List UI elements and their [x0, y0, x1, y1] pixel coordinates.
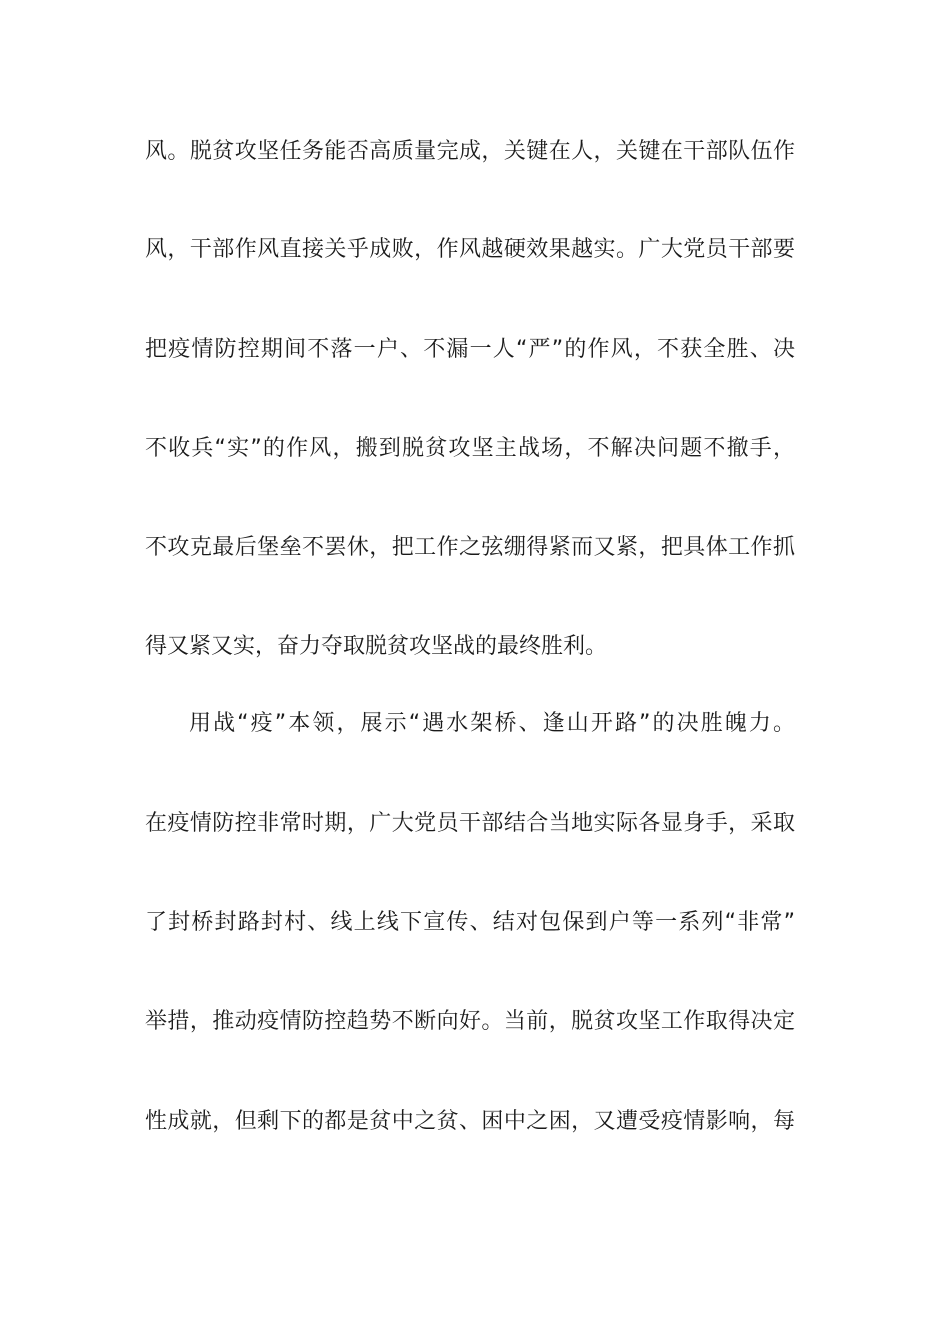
- text-line-1: 风。脱贫攻坚任务能否高质量完成，关键在人，关键在干部队伍作: [145, 139, 795, 164]
- text-line-9: 了封桥封路封村、线上线下宣传、结对包保到户等一系列“非常”: [145, 910, 795, 935]
- text-line-3: 把疫情防控期间不落一户、不漏一人“严”的作风，不获全胜、决: [145, 337, 795, 362]
- text-line-10: 举措，推动疫情防控趋势不断向好。当前，脱贫攻坚工作取得决定: [145, 1009, 795, 1034]
- text-line-5: 不攻克最后堡垒不罢休，把工作之弦绷得紧而又紧，把具体工作抓: [145, 535, 795, 560]
- text-line-4: 不收兵“实”的作风，搬到脱贫攻坚主战场，不解决问题不撤手，: [145, 436, 795, 461]
- text-line-8: 在疫情防控非常时期，广大党员干部结合当地实际各显身手，采取: [145, 811, 795, 836]
- text-line-6: 得又紧又实，奋力夺取脱贫攻坚战的最终胜利。: [145, 634, 608, 659]
- text-line-2: 风，干部作风直接关乎成败，作风越硬效果越实。广大党员干部要: [145, 237, 795, 262]
- text-line-11: 性成就，但剩下的都是贫中之贫、困中之困，又遭受疫情影响，每: [145, 1109, 795, 1134]
- paragraph-start-line: 用战“疫”本领，展示“遇水架桥、逢山开路”的决胜魄力。: [189, 711, 795, 736]
